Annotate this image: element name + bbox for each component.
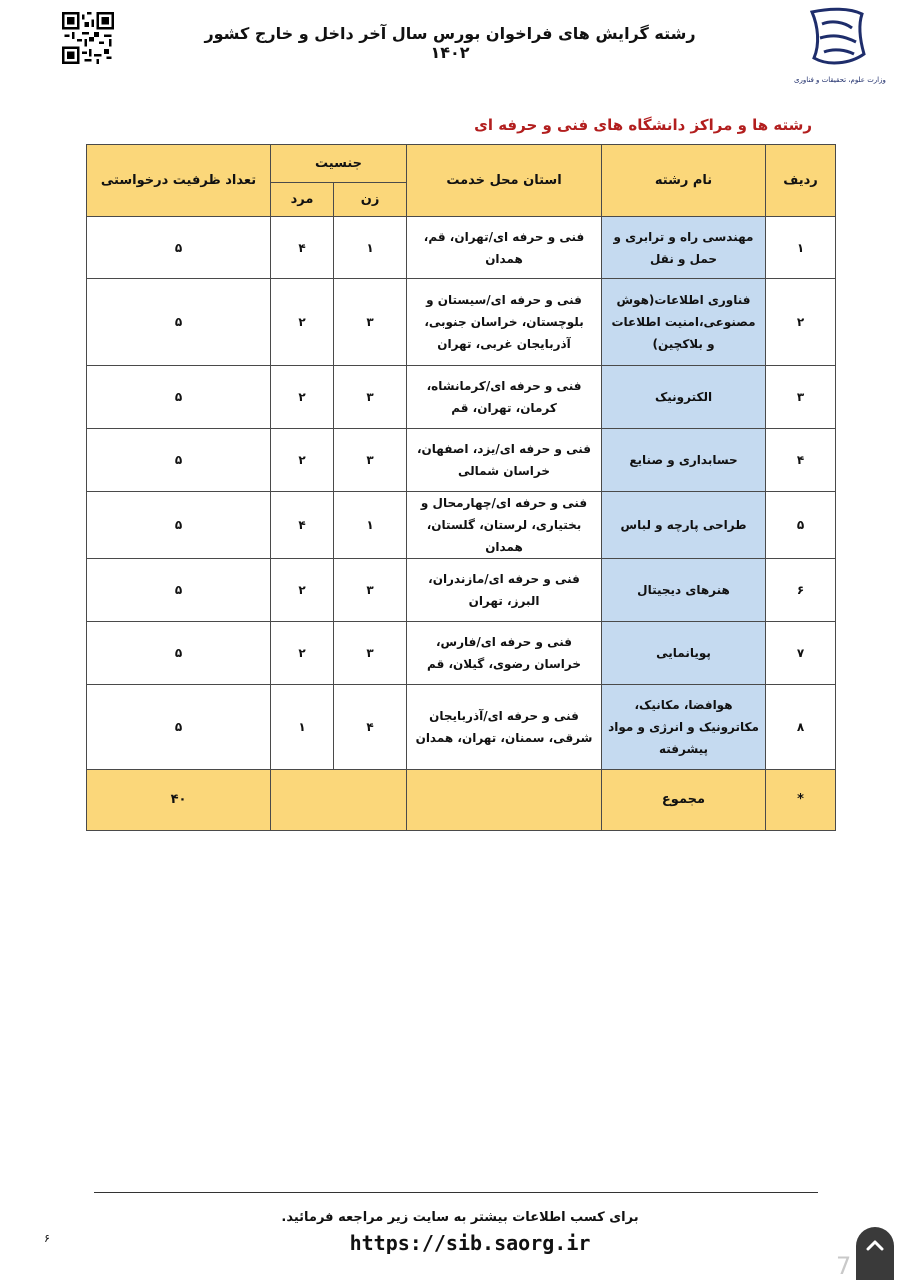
row-number: ۴	[766, 429, 836, 492]
field-name: فناوری اطلاعات(هوش مصنوعی،امنیت اطلاعات و بلاکچین)	[602, 279, 766, 366]
male-count: ۲	[271, 366, 334, 429]
male-count: ۲	[271, 279, 334, 366]
page-number: ۶	[44, 1232, 50, 1245]
capacity-cell: ۵	[87, 685, 271, 770]
header-female: زن	[334, 183, 407, 217]
field-name: هنرهای دیجیتال	[602, 559, 766, 622]
male-count: ۲	[271, 559, 334, 622]
footer-text: برای کسب اطلاعات بیشتر به سایت زیر مراجعه فرمائید.	[281, 1210, 639, 1225]
province-cell: فنی و حرفه ای/چهارمحال و بختیاری، لرستان، گلستان، همدان	[407, 492, 602, 559]
qr-code	[62, 12, 114, 64]
footer-divider	[94, 1192, 818, 1193]
province-cell: فنی و حرفه ای/فارس، خراسان رضوی، گیلان، قم	[407, 622, 602, 685]
table-row	[87, 559, 836, 622]
province-cell: فنی و حرفه ای/آذربایجان شرقی، سمنان، تهران، همدان	[407, 685, 602, 770]
province-cell: فنی و حرفه ای/کرمانشاه، کرمان، تهران، قم	[407, 366, 602, 429]
scroll-to-top-button[interactable]	[856, 1227, 894, 1280]
total-label: مجموع	[602, 770, 766, 831]
viewer-page-indicator: 7	[836, 1252, 852, 1280]
province-cell: فنی و حرفه ای/تهران، قم، همدان	[407, 217, 602, 279]
total-capacity: ۴۰	[87, 770, 271, 831]
total-empty-cell	[407, 770, 602, 831]
male-count: ۱	[271, 685, 334, 770]
female-count: ۱	[334, 217, 407, 279]
row-number: ۱	[766, 217, 836, 279]
capacity-cell: ۵	[87, 559, 271, 622]
capacity-cell: ۵	[87, 429, 271, 492]
fields-table	[86, 144, 836, 831]
field-name: طراحی پارچه و لباس	[602, 492, 766, 559]
section-title: رشته ها و مراکز دانشگاه های فنی و حرفه ای	[474, 116, 812, 134]
ministry-logo	[794, 6, 886, 90]
header-row-no: ردیف	[766, 145, 836, 217]
male-count: ۴	[271, 492, 334, 559]
header-capacity: تعداد ظرفیت درخواستی	[87, 145, 271, 217]
female-count: ۳	[334, 559, 407, 622]
total-empty-cell	[271, 770, 407, 831]
table-row	[87, 217, 836, 279]
logo-caption: وزارت علوم، تحقیقات و فناوری	[794, 76, 886, 84]
table-row	[87, 429, 836, 492]
field-name: الکترونیک	[602, 366, 766, 429]
row-number: ۲	[766, 279, 836, 366]
capacity-cell: ۵	[87, 622, 271, 685]
female-count: ۳	[334, 429, 407, 492]
document-title: رشته گرایش های فراخوان بورس سال آخر داخل و خارج کشور ۱۴۰۲	[204, 24, 696, 62]
table-row	[87, 492, 836, 559]
total-row	[87, 770, 836, 831]
table-row	[87, 366, 836, 429]
field-name: مهندسی راه و ترابری و حمل و نقل	[602, 217, 766, 279]
female-count: ۳	[334, 366, 407, 429]
header-field: نام رشته	[602, 145, 766, 217]
chevron-up-icon	[866, 1239, 884, 1251]
male-count: ۲	[271, 429, 334, 492]
table-row	[87, 279, 836, 366]
row-number: ۸	[766, 685, 836, 770]
row-number: ۷	[766, 622, 836, 685]
female-count: ۴	[334, 685, 407, 770]
table-row	[87, 685, 836, 770]
field-name: حسابداری و صنایع	[602, 429, 766, 492]
capacity-cell: ۵	[87, 492, 271, 559]
female-count: ۱	[334, 492, 407, 559]
province-cell: فنی و حرفه ای/مازندران، البرز، تهران	[407, 559, 602, 622]
row-number: ۳	[766, 366, 836, 429]
province-cell: فنی و حرفه ای/یزد، اصفهان، خراسان شمالی	[407, 429, 602, 492]
capacity-cell: ۵	[87, 279, 271, 366]
header-gender: جنسیت	[271, 145, 407, 183]
footer-link[interactable]: https://sib.saorg.ir	[349, 1231, 591, 1255]
total-mark: *	[766, 770, 836, 831]
female-count: ۳	[334, 279, 407, 366]
row-number: ۶	[766, 559, 836, 622]
capacity-cell: ۵	[87, 366, 271, 429]
capacity-cell: ۵	[87, 217, 271, 279]
header-province: استان محل خدمت	[407, 145, 602, 217]
female-count: ۳	[334, 622, 407, 685]
field-name: پویانمایی	[602, 622, 766, 685]
header-male: مرد	[271, 183, 334, 217]
male-count: ۲	[271, 622, 334, 685]
province-cell: فنی و حرفه ای/سیستان و بلوچستان، خراسان جنوبی، آذربایجان غربی، تهران	[407, 279, 602, 366]
row-number: ۵	[766, 492, 836, 559]
male-count: ۴	[271, 217, 334, 279]
field-name: هوافضا، مکانیک، مکاترونیک و انرژی و مواد پیشرفته	[602, 685, 766, 770]
table-row	[87, 622, 836, 685]
